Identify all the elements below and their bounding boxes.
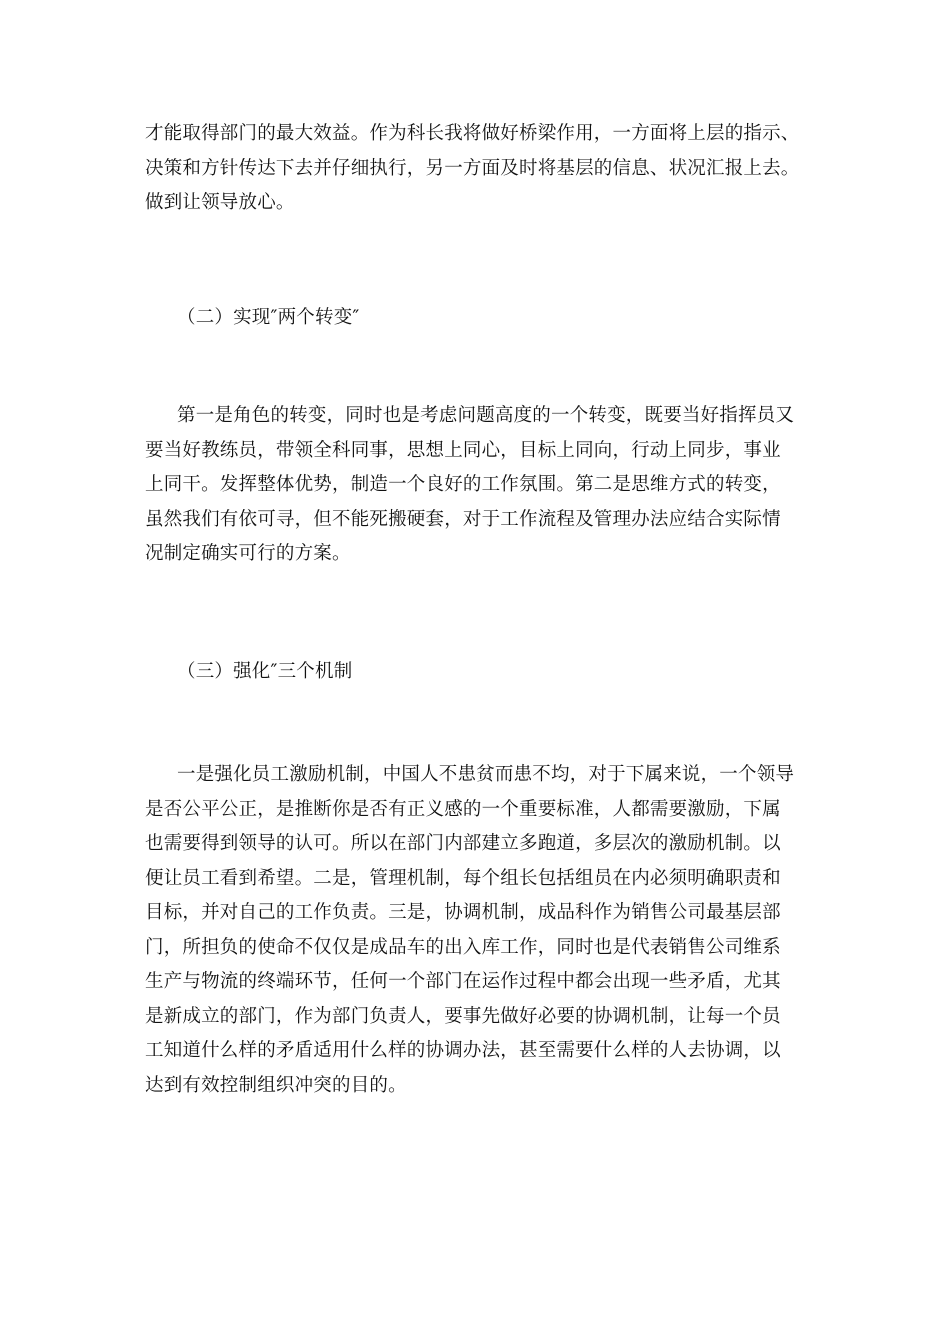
paragraph-line: 做到让领导放心。 bbox=[145, 192, 295, 213]
paragraph-line: 达到有效控制组织冲突的目的。 bbox=[145, 1074, 407, 1096]
paragraph-efficiency bbox=[145, 117, 810, 221]
paragraph-line: 目标，并对自己的工作负责。三是，协调机制，成品科作为销售公司最基层部 bbox=[145, 902, 781, 923]
paragraph-transformations bbox=[145, 399, 810, 572]
paragraph-line: 决策和方针传达下去并仔细执行，另一方面及时将基层的信息、状况汇报上去。 bbox=[145, 157, 800, 179]
paragraph-line: 是否公平公正，是推断你是否有正义感的一个重要标准，人都需要激励，下属 bbox=[145, 798, 781, 820]
paragraph-line: 是新成立的部门，作为部门负责人，要事先做好必要的协调机制，让每一个员 bbox=[145, 1005, 781, 1027]
paragraph-line: 便让员工看到希望。二是，管理机制，每个组长包括组员在内必须明确职责和 bbox=[145, 867, 781, 889]
section-heading-two-transformations: （二）实现″两个转变″ bbox=[177, 307, 360, 328]
paragraph-line: 门，所担负的使命不仅仅是成品车的出入库工作，同时也是代表销售公司维系 bbox=[145, 936, 781, 958]
paragraph-line: 要当好教练员，带领全科同事，思想上同心，目标上同向，行动上同步，事业 bbox=[145, 439, 781, 461]
paragraph-line: 才能取得部门的最大效益。作为科长我将做好桥梁作用，一方面将上层的指示、 bbox=[145, 123, 800, 144]
paragraph-line: 生产与物流的终端环节，任何一个部门在运作过程中都会出现一些矛盾，尤其 bbox=[145, 971, 781, 992]
paragraph-line: 上同干。发挥整体优势，制造一个良好的工作氛围。第二是思维方式的转变， bbox=[145, 474, 781, 495]
paragraph-line: 一是强化员工激励机制，中国人不患贫而患不均，对于下属来说，一个领导 bbox=[177, 764, 795, 785]
paragraph-line: 虽然我们有依可寻，但不能死搬硬套，对于工作流程及管理办法应结合实际情 bbox=[145, 508, 781, 530]
paragraph-line: 第一是角色的转变，同时也是考虑问题高度的一个转变，既要当好指挥员又 bbox=[177, 405, 795, 426]
paragraph-line: 工知道什么样的矛盾适用什么样的协调办法，甚至需要什么样的人去协调，以 bbox=[145, 1040, 781, 1061]
section-heading-three-mechanisms: （三）强化″三个机制 bbox=[177, 661, 353, 682]
paragraph-mechanisms bbox=[145, 758, 810, 1103]
paragraph-line: 况制定确实可行的方案。 bbox=[145, 543, 351, 564]
paragraph-line: 也需要得到领导的认可。所以在部门内部建立多跑道，多层次的激励机制。以 bbox=[145, 833, 781, 854]
